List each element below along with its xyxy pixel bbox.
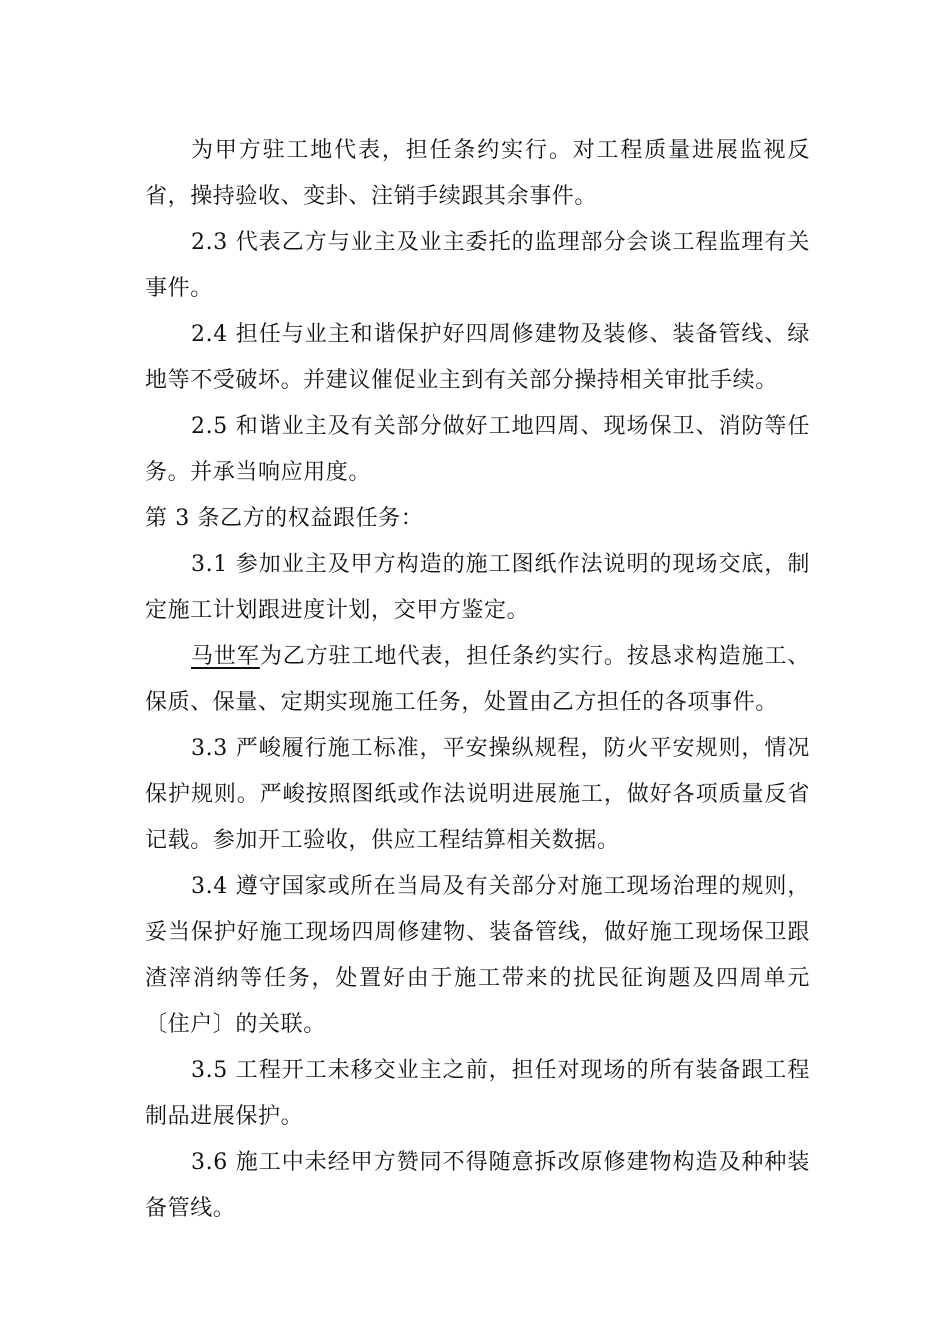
paragraph-3-3: 3.3 严峻履行施工标准，平安操纵规程，防火平安规则，情况保护规则。严峻按照图纸或作法说明进展施工，做好各项质量反省记载。参加开工验收，供应工程结算相关数据。 [145, 736, 810, 853]
section-heading-article-3: 第 3 条乙方的权益跟任务： [145, 506, 424, 531]
representative-text: 为乙方驻工地代表，担任条约实行。按恳求构造施工、保质、保量、定期实现施工任务，处置由乙方担任的各项事件。 [145, 644, 810, 715]
paragraph-3-1: 3.1 参加业主及甲方构造的施工图纸作法说明的现场交底，制定施工计划跟进度计划，交甲方鉴定。 [145, 552, 810, 623]
document-body [145, 128, 810, 1232]
paragraph-site-representative-a: 为甲方驻工地代表，担任条约实行。对工程质量进展监视反省，操持验收、变卦、注销手续跟其余事件。 [145, 138, 810, 209]
paragraph-2-5: 2.5 和谐业主及有关部分做好工地四周、现场保卫、消防等任务。并承当响应用度。 [145, 414, 810, 485]
paragraph-3-5: 3.5 工程开工未移交业主之前，担任对现场的所有装备跟工程制品进展保护。 [145, 1058, 810, 1129]
paragraph-2-3: 2.3 代表乙方与业主及业主委托的监理部分会谈工程监理有关事件。 [145, 230, 810, 301]
paragraph-2-4: 2.4 担任与业主和谐保护好四周修建物及装修、装备管线、绿地等不受破坏。并建议催促业主到有关部分操持相关审批手续。 [145, 322, 810, 393]
paragraph-3-4: 3.4 遵守国家或所在当局及有关部分对施工现场治理的规则，妥当保护好施工现场四周修建物、装备管线，做好施工现场保卫跟渣滓消纳等任务，处置好由于施工带来的扰民征询题及四周单元〔住户〕的关联。 [145, 874, 810, 1037]
paragraph-3-6: 3.6 施工中未经甲方赞同不得随意拆改原修建物构造及种种装备管线。 [145, 1150, 810, 1221]
paragraph-site-representative-b [145, 634, 810, 726]
representative-name: 马世军 [191, 644, 260, 669]
